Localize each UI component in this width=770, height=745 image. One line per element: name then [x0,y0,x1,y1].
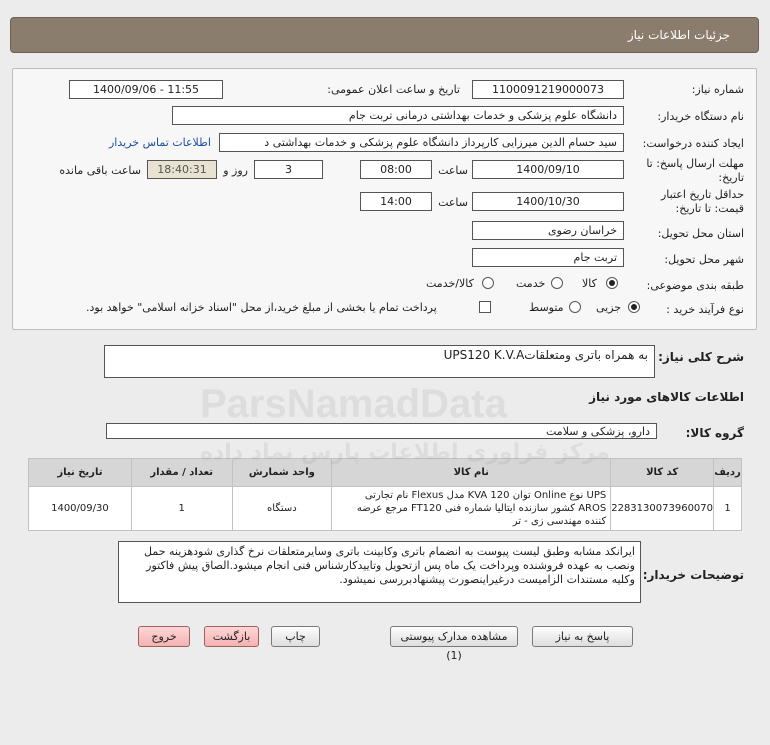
need-number-field: 1100091219000073 [472,80,624,99]
watermark-brand: ParsNamadData [200,382,507,426]
announce-datetime-field: 1400/09/06 - 11:55 [69,80,223,99]
col-unit-header: واحد شمارش [232,459,332,487]
row-qty: 1 [131,487,232,531]
validity-time-label: ساعت [438,196,468,209]
page-header [10,17,759,53]
process-minor-label: جزیی [596,301,622,314]
row-unit: دستگاه [232,487,332,531]
back-button[interactable]: بازگشت [204,626,259,647]
buyer-org-field: دانشگاه علوم پزشکی و خدمات بهداشتی درمانی تربت جام [172,106,624,125]
validity-label-line2: قیمت: تا تاریخ: [675,202,744,215]
deadline-label-line1: مهلت ارسال پاسخ: تا [646,157,744,170]
goods-section-title: اطلاعات کالاهای مورد نیاز [589,390,744,404]
process-minor-radio[interactable] [628,301,640,313]
province-label: استان محل تحویل: [657,227,744,240]
category-goods-service-radio[interactable] [482,277,494,289]
category-goods-label: کالا [582,277,597,290]
page-title: جزئیات اطلاعات نیاز [627,28,730,42]
deadline-date-field: 1400/09/10 [472,160,624,179]
print-button[interactable]: چاپ [271,626,320,647]
goods-group-field: دارو، پزشکی و سلامت [106,423,657,439]
category-service-radio[interactable] [551,277,563,289]
exit-button[interactable]: خروج [138,626,190,647]
watermark-subtitle: مرکز فراوری اطلاعات پارس نماد داده [200,440,610,465]
row-index: 1 [714,487,742,531]
remaining-time-field: 18:40:31 [147,160,217,179]
creator-field: سید حسام الدین میرزایی کارپرداز دانشگاه علوم پزشکی و خدمات بهداشتی د [219,133,624,152]
day-label: روز و [223,164,248,177]
remaining-time-label: ساعت باقی مانده [59,164,141,177]
row-name: UPS نوع Online توان KVA 120 مدل Flexus نام تجارتی AROS کشور سازنده ایتالیا شماره فنی FT120 مرجع عرضه کننده مهندسی زی - تر [332,487,611,531]
col-date-header: تاریخ نیاز [29,459,132,487]
deadline-label-line2: تاریخ: [718,171,744,184]
treasury-payment-checkbox[interactable] [479,301,491,313]
view-attachments-button[interactable]: مشاهده مدارک پیوستی (1) [390,626,518,647]
row-date: 1400/09/30 [29,487,132,531]
city-field: تربت جام [472,248,624,267]
col-qty-header: تعداد / مقدار [131,459,232,487]
process-medium-radio[interactable] [569,301,581,313]
col-index-header: ردیف [714,459,742,487]
category-goods-service-label: کالا/خدمت [426,277,474,290]
deadline-time-label: ساعت [438,164,468,177]
summary-field: UPS120 K.V.Aبه همراه باتری ومتعلقات [104,345,655,378]
table-row [29,487,742,531]
need-number-label: شماره نیاز: [691,83,744,96]
col-name-header: نام کالا [332,459,611,487]
deadline-time-field: 08:00 [360,160,432,179]
buyer-notes-label: توضیحات خریدار: [642,568,744,582]
process-medium-label: متوسط [529,301,564,314]
buyer-contact-link[interactable]: اطلاعات تماس خریدار [109,136,211,149]
announce-label: تاریخ و ساعت اعلان عمومی: [327,83,460,96]
goods-group-label: گروه کالا: [685,426,744,440]
process-label: نوع فرآیند خرید : [666,303,744,316]
summary-label: شرح کلی نیاز: [658,350,744,364]
row-code: 2283130073960070 [611,487,714,531]
province-field: خراسان رضوی [472,221,624,240]
col-code-header: کد کالا [611,459,714,487]
city-label: شهر محل تحویل: [664,253,744,266]
days-remaining-field: 3 [254,160,323,179]
validity-label-line1: حداقل تاریخ اعتبار [660,188,744,201]
validity-date-field: 1400/10/30 [472,192,624,211]
goods-table [28,458,742,531]
treasury-payment-note: پرداخت تمام یا بخشی از مبلغ خرید،از محل "اسناد خزانه اسلامی" خواهد بود. [86,301,437,314]
category-label: طبقه بندی موضوعی: [646,279,744,292]
buyer-notes-field: ایرانکد مشابه وطبق لیست پیوست به انضمام باتری وکابینت باتری وسایرمتعلقات نرخ گذاری شودهزینه حمل ونصب به عهده فروشنده وپرداخت یک ماه پس ازتحویل وتاییدکارشناس فنی انجام میشود.الصاق پیش فاکتور وکلیه مستندات الزامیست درغیراینصورت پیشنهادبررسی نمیشود. [118,541,641,603]
category-goods-radio[interactable] [606,277,618,289]
reply-button[interactable]: پاسخ به نیاز [532,626,633,647]
goods-table-header [29,459,742,487]
category-service-label: خدمت [516,277,546,290]
validity-time-field: 14:00 [360,192,432,211]
creator-label: ایجاد کننده درخواست: [642,137,744,150]
buyer-org-label: نام دستگاه خریدار: [657,110,744,123]
